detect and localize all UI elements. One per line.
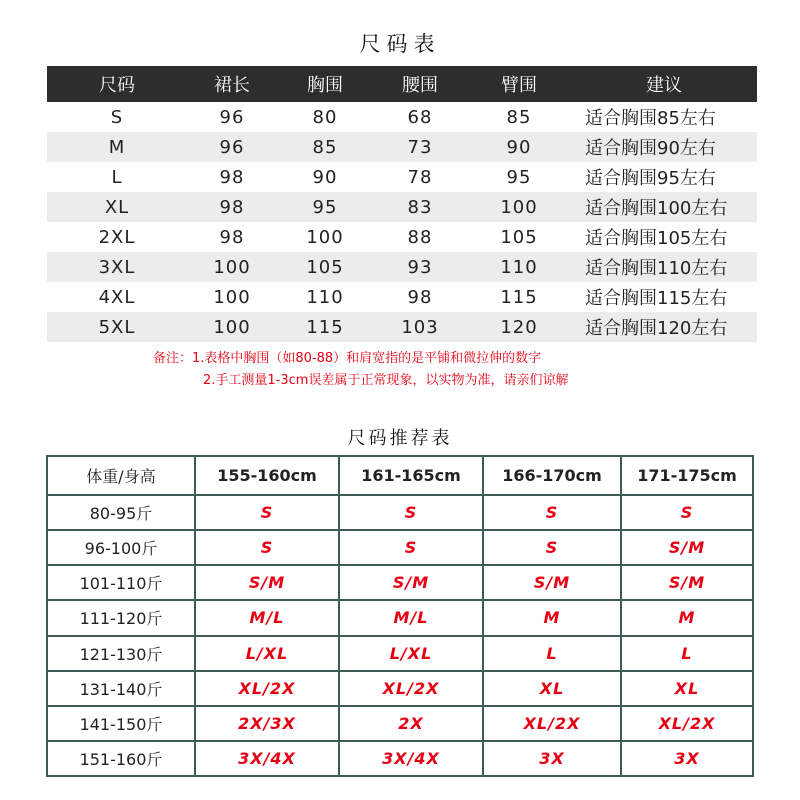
size-value-cell: S/M	[621, 565, 753, 600]
bust-cell: 115	[277, 312, 373, 342]
size-cell: S	[110, 106, 124, 128]
table-row	[47, 312, 757, 342]
waist-cell: 93	[373, 252, 467, 282]
size-value-cell: S	[195, 530, 339, 565]
size-value-cell: S/M	[483, 565, 621, 600]
size-value-cell: 3X	[483, 741, 621, 776]
skirt-length-cell: 100	[187, 312, 277, 342]
size-value-cell: S	[339, 495, 483, 530]
height-header: 171-175cm	[621, 456, 753, 495]
suggestion-cell: 适合胸围115左右	[585, 288, 728, 309]
size-value-cell: 2X/3X	[195, 706, 339, 741]
waist-cell: 73	[373, 132, 467, 162]
height-header: 166-170cm	[483, 456, 621, 495]
bust-cell: 95	[277, 192, 373, 222]
size-chart-title: 尺码表	[359, 32, 441, 56]
suggestion-cell: 适合胸围95左右	[585, 168, 716, 189]
notes-block	[153, 348, 568, 392]
table-row	[47, 132, 757, 162]
waist-cell: 68	[407, 106, 433, 128]
size-value-cell: S	[339, 530, 483, 565]
skirt-length-cell: 98	[187, 192, 277, 222]
weight-height-corner: 体重/身高	[47, 456, 195, 495]
waist-cell: 83	[373, 192, 467, 222]
size-value-cell: XL/2X	[195, 671, 339, 706]
suggestion-cell: 适合胸围90左右	[571, 132, 757, 162]
table-row	[47, 495, 753, 530]
size-cell: 4XL	[98, 286, 136, 308]
size-value-cell: L	[483, 636, 621, 671]
table-row	[47, 162, 757, 192]
size-chart-header-row	[47, 66, 757, 102]
bust-cell: 80	[312, 106, 338, 128]
arm-cell: 105	[500, 226, 538, 248]
size-value-cell: XL	[621, 671, 753, 706]
size-value-cell: S/M	[195, 565, 339, 600]
size-cell: 3XL	[47, 252, 187, 282]
skirt-length-cell: 98	[219, 226, 245, 248]
table-row	[47, 600, 753, 635]
weight-cell: 121-130斤	[47, 636, 195, 671]
suggestion-cell: 适合胸围100左右	[571, 192, 757, 222]
size-value-cell: 3X/4X	[195, 741, 339, 776]
recommendation-header-row	[47, 456, 753, 495]
size-cell: 5XL	[47, 312, 187, 342]
size-value-cell: S	[483, 495, 621, 530]
weight-cell: 80-95斤	[47, 495, 195, 530]
note-line-1: 备注：1.表格中胸围（如80-88）和肩宽指的是平铺和微拉伸的数字	[153, 351, 542, 366]
size-value-cell: M	[621, 600, 753, 635]
table-row	[47, 636, 753, 671]
suggestion-cell: 适合胸围105左右	[585, 228, 728, 249]
weight-cell: 111-120斤	[47, 600, 195, 635]
table-row	[47, 741, 753, 776]
size-value-cell: XL/2X	[483, 706, 621, 741]
bust-cell: 100	[306, 226, 344, 248]
size-value-cell: L/XL	[195, 636, 339, 671]
arm-cell: 115	[500, 286, 538, 308]
waist-cell: 78	[407, 166, 433, 188]
bust-cell: 85	[277, 132, 373, 162]
arm-cell: 95	[506, 166, 532, 188]
header-arm: 臂围	[467, 66, 571, 102]
arm-cell: 85	[506, 106, 532, 128]
size-cell: XL	[47, 192, 187, 222]
skirt-length-cell: 96	[187, 132, 277, 162]
header-suggestion: 建议	[571, 66, 757, 102]
header-skirt-length: 裙长	[187, 66, 277, 102]
suggestion-cell: 适合胸围85左右	[585, 108, 716, 129]
size-value-cell: 2X	[339, 706, 483, 741]
header-bust: 胸围	[277, 66, 373, 102]
weight-cell: 101-110斤	[47, 565, 195, 600]
weight-cell: 151-160斤	[47, 741, 195, 776]
size-recommendation-title: 尺码推荐表	[347, 428, 453, 449]
waist-cell: 103	[373, 312, 467, 342]
weight-cell: 131-140斤	[47, 671, 195, 706]
size-value-cell: 3X	[621, 741, 753, 776]
size-chart-table	[47, 66, 757, 342]
size-value-cell: M	[483, 600, 621, 635]
height-header: 161-165cm	[339, 456, 483, 495]
waist-cell: 98	[407, 286, 433, 308]
skirt-length-cell: 100	[187, 252, 277, 282]
table-row	[47, 102, 757, 132]
skirt-length-cell: 100	[213, 286, 251, 308]
size-value-cell: M/L	[195, 600, 339, 635]
size-value-cell: S/M	[339, 565, 483, 600]
arm-cell: 100	[467, 192, 571, 222]
waist-cell: 88	[407, 226, 433, 248]
weight-cell: 96-100斤	[47, 530, 195, 565]
table-row	[47, 252, 757, 282]
size-value-cell: S/M	[621, 530, 753, 565]
bust-cell: 110	[306, 286, 344, 308]
arm-cell: 110	[467, 252, 571, 282]
height-header: 155-160cm	[195, 456, 339, 495]
bust-cell: 105	[277, 252, 373, 282]
header-waist: 腰围	[373, 66, 467, 102]
size-value-cell: XL/2X	[339, 671, 483, 706]
table-row	[47, 192, 757, 222]
size-value-cell: S	[621, 495, 753, 530]
table-row	[47, 222, 757, 252]
size-recommendation-table	[46, 455, 754, 777]
table-row	[47, 282, 757, 312]
skirt-length-cell: 98	[219, 166, 245, 188]
size-cell: L	[111, 166, 123, 188]
size-value-cell: L	[621, 636, 753, 671]
size-value-cell: M/L	[339, 600, 483, 635]
skirt-length-cell: 96	[219, 106, 245, 128]
size-value-cell: L/XL	[339, 636, 483, 671]
bust-cell: 90	[312, 166, 338, 188]
size-value-cell: 3X/4X	[339, 741, 483, 776]
suggestion-cell: 适合胸围120左右	[571, 312, 757, 342]
table-row	[47, 706, 753, 741]
suggestion-cell: 适合胸围110左右	[571, 252, 757, 282]
size-value-cell: XL	[483, 671, 621, 706]
table-row	[47, 530, 753, 565]
table-row	[47, 671, 753, 706]
arm-cell: 90	[467, 132, 571, 162]
size-value-cell: S	[195, 495, 339, 530]
arm-cell: 120	[467, 312, 571, 342]
size-value-cell: XL/2X	[621, 706, 753, 741]
size-cell: 2XL	[98, 226, 136, 248]
weight-cell: 141-150斤	[47, 706, 195, 741]
table-row	[47, 565, 753, 600]
header-size: 尺码	[47, 66, 187, 102]
size-value-cell: S	[483, 530, 621, 565]
size-cell: M	[47, 132, 187, 162]
note-line-2: 2.手工测量1-3cm误差属于正常现象，以实物为准，请亲们谅解	[203, 373, 569, 388]
